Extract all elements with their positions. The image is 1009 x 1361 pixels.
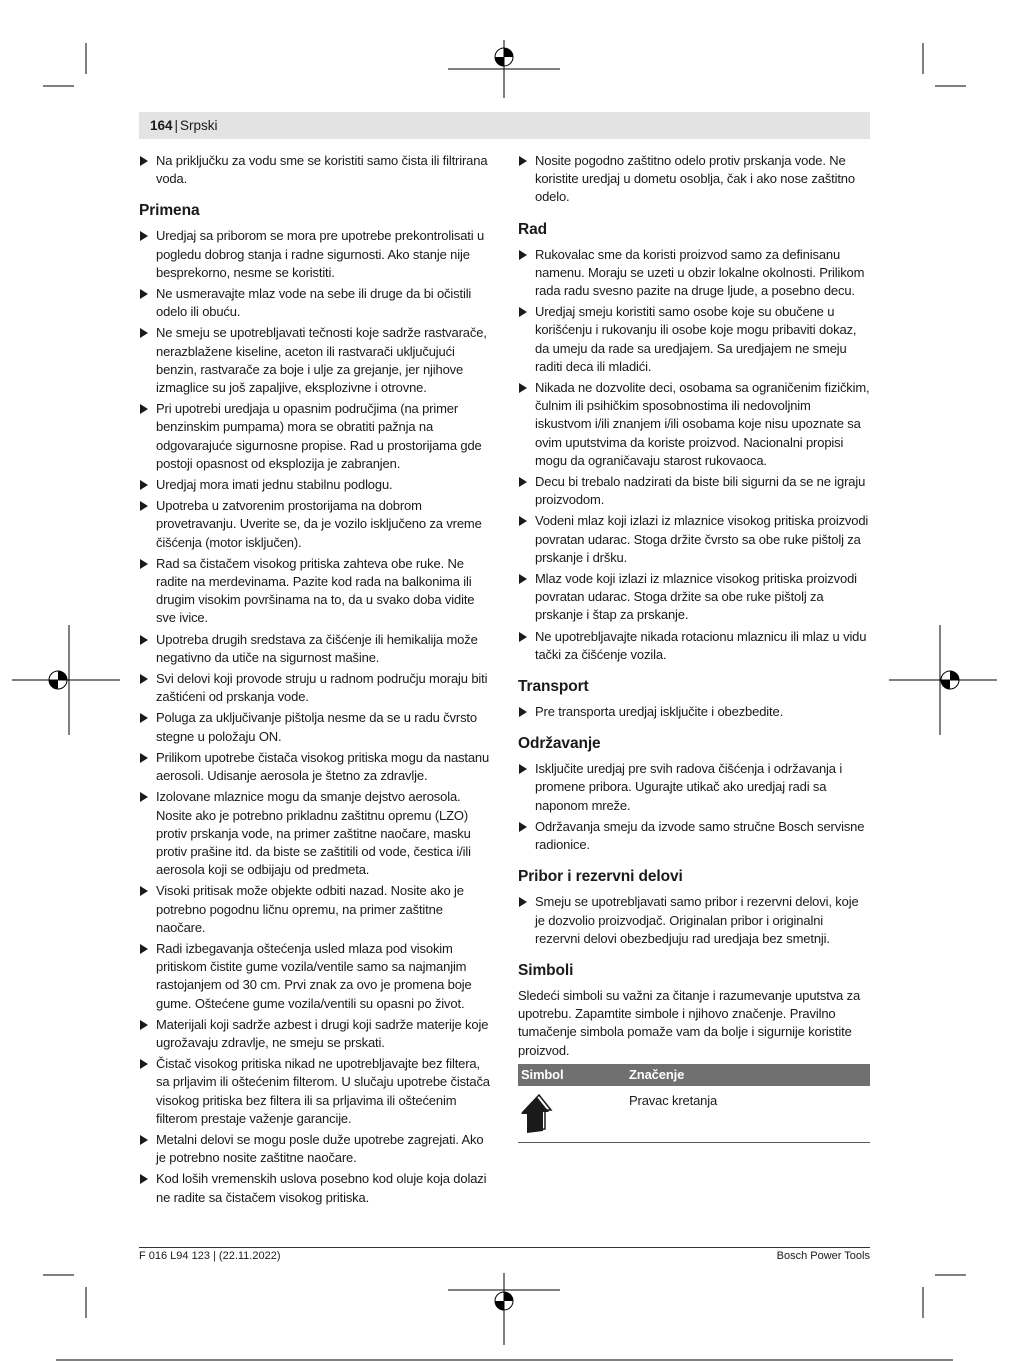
list-item: Ne usmeravajte mlaz vode na sebe ili druge da bi očistili odelo ili obuću. [139, 285, 491, 321]
table-row [518, 1086, 870, 1143]
section-title-simboli: Simboli [518, 961, 574, 979]
header-separator: | [174, 118, 179, 133]
odrzavanje-list [518, 760, 870, 854]
right-column [518, 152, 870, 1143]
list-item: Prilikom upotrebe čistača visokog pritiska mogu da nastanu aerosoli. Udisanje aerosola je štetno za zdravlje. [139, 749, 491, 785]
list-item: Pre transporta uredjaj isključite i obezbedite. [518, 703, 870, 721]
intro-list [139, 152, 491, 188]
list-item: Upotreba drugih sredstava za čišćenje ili hemikalija može negativno da utiče na sigurnost mašine. [139, 631, 491, 667]
list-item: Vodeni mlaz koji izlazi iz mlaznice visokog pritiska proizvodi povratan udarac. Stoga držite čvrsto sa obe ruke pištolj za prskanje i dršku. [518, 512, 870, 567]
pribor-list [518, 893, 870, 948]
page-language: Srpski [180, 118, 218, 133]
rad-list [518, 246, 870, 664]
list-item: Metalni delovi se mogu posle duže upotrebe zagrejati. Ako je potrebno nosite zaštitne naočare. [139, 1131, 491, 1167]
list-item: Uredjaj mora imati jednu stabilnu podlogu. [139, 476, 491, 494]
list-item: Decu bi trebalo nadzirati da biste bili sigurni da se ne igraju proizvodom. [518, 473, 870, 509]
primena-list [139, 227, 491, 1206]
list-item: Na priključku za vodu sme se koristiti samo čista ili filtrirana voda. [139, 152, 491, 188]
footer-brand: Bosch Power Tools [776, 1250, 870, 1262]
list-item: Pri upotrebi uredjaja u opasnim područjima (na primer benzinskim pumpama) mora se obratiti pažnja na odgovarajuće sigurnosne propise. Rad u prostorijama gde postoji opasnost od eksplozija je zabranjen. [139, 400, 491, 473]
section-title-pribor: Pribor i rezervni delovi [518, 868, 683, 886]
list-item: Izolovane mlaznice mogu da smanje dejstvo aerosola. Nosite ako je potrebno prikladnu zaštitnu opremu (LZO) protiv prskanja vode, na primer zaštitne naočare, masku protiv prašine itd. da biste se zaštitili od vode, čestica i/ili aerosola koji se odbijaju od predmeta. [139, 788, 491, 879]
page-number: 164 [150, 118, 173, 133]
section-title-odrzavanje: Održavanje [518, 735, 601, 753]
page-header [139, 112, 870, 139]
list-item: Svi delovi koji provode struju u radnom području moraju biti zaštićeni od prskanja vode. [139, 670, 491, 706]
list-item: Rad sa čistačem visokog pritiska zahteva obe ruke. Ne radite na merdevinama. Pazite kod rada na balkonima ili drugim visokim površinama na to, da u svako doba vidite sve ivice. [139, 555, 491, 628]
list-item: Materijali koji sadrže azbest i drugi koji sadrže materije koje ugrožavaju zdravlje, ne smeju se prskati. [139, 1016, 491, 1052]
list-item: Uredjaj sa priborom se mora pre upotrebe prekontrolisati u pogledu dobrog stanja i radne sigurnosti. Ako stanje nije besprekorno, nesme se koristiti. [139, 227, 491, 282]
col-meaning-header: Značenje [623, 1064, 870, 1086]
protective-clothing-list [518, 152, 870, 207]
footer-doc-id: F 016 L94 123 | (22.11.2022) [139, 1250, 281, 1262]
list-item: Čistač visokog pritiska nikad ne upotrebljavajte bez filtera, sa prljavim ili oštećenim filterom. U slučaju upotrebe čistača visokog pritiska bez filtera ili sa prljavima ili oštećenim filterom prestaje važenje garancije. [139, 1055, 491, 1128]
list-item: Nosite pogodno zaštitno odelo protiv prskanja vode. Ne koristite uredjaj u dometu osoblja, čak i ako nose zaštitno odelo. [518, 152, 870, 207]
direction-arrow-icon [521, 1092, 553, 1134]
section-title-primena: Primena [139, 202, 200, 220]
list-item: Smeju se upotrebljavati samo pribor i rezervni delovi, koje je dozvolio proizvodjač. Originalan pribor i originalni rezervni delovi obezbedjuju rad uredjaja bez smetnji. [518, 893, 870, 948]
simboli-intro: Sledeći simboli su važni za čitanje i razumevanje uputstva za upotrebu. Zapamtite simbole i njihovo značenje. Pravilno tumačenje simbola pomaže vam da bolje i sigurnije koristite proizvod. [518, 987, 861, 1058]
list-item: Mlaz vode koji izlazi iz mlaznice visokog pritiska proizvodi povratan udarac. Stoga držite sa obe ruke pištolj za prskanje i štap za prskanje. [518, 570, 870, 625]
list-item: Održavanja smeju da izvode samo stručne Bosch servisne radionice. [518, 818, 870, 854]
symbols-table-header [518, 1064, 870, 1086]
col-symbol-header: Simbol [518, 1064, 623, 1086]
list-item: Rukovalac sme da koristi proizvod samo za definisanu namenu. Moraju se uzeti u obzir lokalne okolnosti. Prilikom rada radu svesno pazite na druge ljude, a posebno decu. [518, 246, 870, 301]
section-title-transport: Transport [518, 678, 589, 696]
transport-list [518, 703, 870, 721]
left-column [139, 152, 491, 1210]
list-item: Visoki pritisak može objekte odbiti nazad. Nosite ako je potrebno pogodnu ličnu opremu, na primer zaštitne naočare. [139, 882, 491, 937]
list-item: Kod loših vremenskih uslova posebno kod oluje koja dolazi ne radite sa čistačem visokog pritiska. [139, 1170, 491, 1206]
list-item: Upotreba u zatvorenim prostorijama na dobrom provetravanju. Uverite se, da je vozilo isključeno za vreme čišćenja (motor isključen). [139, 497, 491, 552]
list-item: Poluga za uključivanje pištolja nesme da se u radu čvrsto stegne u položaju ON. [139, 709, 491, 745]
section-title-rad: Rad [518, 220, 547, 238]
list-item: Nikada ne dozvolite deci, osobama sa ograničenim fizičkim, čulnim ili psihičkim sposobnostima ili nedovoljnim iskustvom i/ili znanjem i/ili osobama koje nisu upoznate sa ovim uputstvima da koriste proizvod. Nacionalni propisi mogu da ograničavaju starost rukovaoca. [518, 379, 870, 470]
list-item: Uredjaj smeju koristiti samo osobe koje su obučene u korišćenju i rukovanju ili osobe koje mogu pribaviti dokaz, da umeju da rade sa uredjajem. Sa uredjajem ne smeju raditi deca ili mladići. [518, 303, 870, 376]
meaning-cell: Pravac kretanja [623, 1086, 870, 1143]
footer-rule [139, 1247, 870, 1248]
list-item: Isključite uredjaj pre svih radova čišćenja i održavanja i promene pribora. Ugurajte utikač ako uredjaj radi sa naponom mreže. [518, 760, 870, 815]
symbols-table [518, 1064, 870, 1143]
list-item: Radi izbegavanja oštećenja usled mlaza pod visokim pritiskom čistite gume vozila/ventile samo sa najmanjim rastojanjem od 30 cm. Prvi znak za ovo je promena boje gume. Oštećene gume vozila/ventili su opasni po život. [139, 940, 491, 1013]
list-item: Ne upotrebljavajte nikada rotacionu mlaznicu ili mlaz u vidu tački za čišćenje vozila. [518, 628, 870, 664]
symbol-cell [518, 1086, 623, 1143]
list-item: Ne smeju se upotrebljavati tečnosti koje sadrže rastvarače, nerazblažene kiseline, aceton ili rastvarači uključujući benzin, rastvarače za boje i ulje za grejanje, jer njihove izmaglice su još zapaljive, eksplozivne i otrovne. [139, 324, 491, 397]
